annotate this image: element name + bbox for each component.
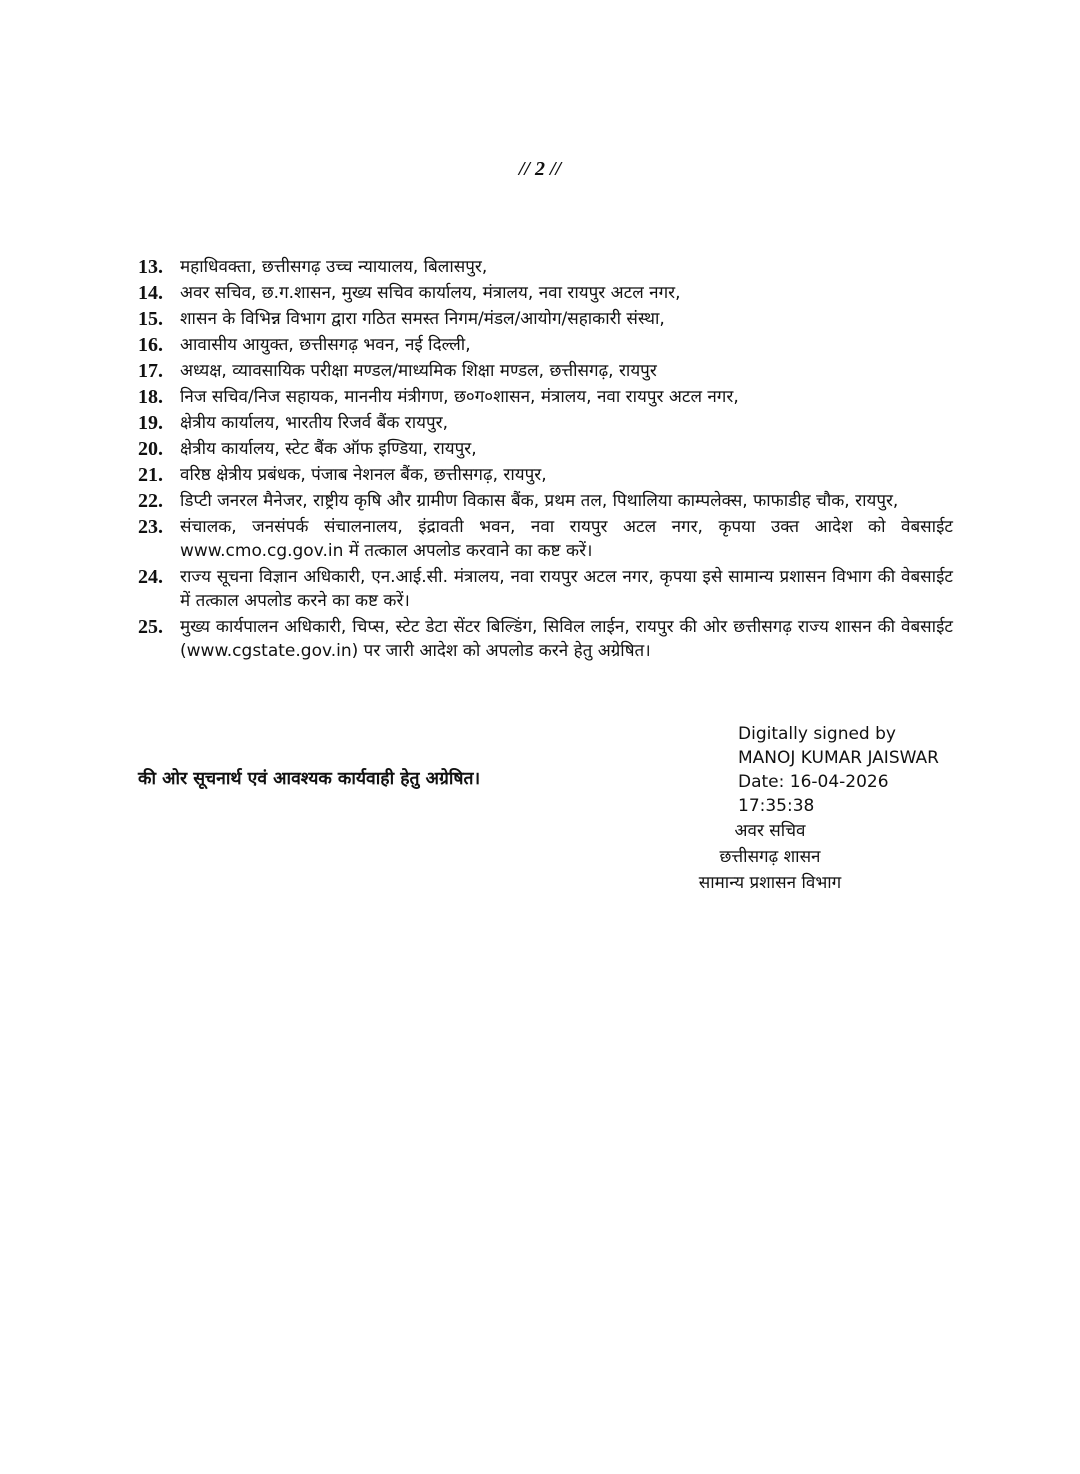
signature-time: 17:35:38 [738, 796, 815, 816]
list-item [138, 307, 953, 331]
forward-note: की ओर सूचनार्थ एवं आवश्यक कार्यवाही हेतु अग्रेषित। [138, 769, 481, 789]
item-text: अध्यक्ष, व्यावसायिक परीक्षा मण्डल/माध्यमिक शिक्षा मण्डल, छत्तीसगढ़, रायपुर [180, 361, 657, 381]
item-text: महाधिवक्ता, छत्तीसगढ़ उच्च न्यायालय, बिलासपुर, [180, 257, 488, 277]
page-number: // 2 // [518, 158, 562, 180]
list-item [138, 615, 953, 663]
list-item [138, 385, 953, 409]
item-number: 20. [138, 438, 163, 460]
item-text: राज्य सूचना विज्ञान अधिकारी, एन.आई.सी. मंत्रालय, नवा रायपुर अटल नगर, कृपया इसे सामान्य प्रशासन विभाग की वेबसाईट में तत्काल अपलोड करने का कष्ट करें। [180, 567, 953, 611]
item-number: 25. [138, 616, 163, 638]
item-number: 22. [138, 490, 163, 512]
signatory-government: छत्तीसगढ़ शासन [719, 847, 821, 867]
list-item [138, 333, 953, 357]
item-number: 21. [138, 464, 163, 486]
item-number: 18. [138, 386, 163, 408]
item-text: निज सचिव/निज सहायक, माननीय मंत्रीगण, छ०ग०शासन, मंत्रालय, नवा रायपुर अटल नगर, [180, 387, 739, 407]
list-item [138, 565, 953, 613]
item-text: आवासीय आयुक्त, छत्तीसगढ़ भवन, नई दिल्ली, [180, 335, 471, 355]
list-item [138, 437, 953, 461]
list-item [138, 411, 953, 435]
signature-date: Date: 16-04-2026 [738, 772, 889, 792]
signatory-block [640, 818, 900, 896]
item-text: क्षेत्रीय कार्यालय, भारतीय रिजर्व बैंक रायपुर, [180, 413, 449, 433]
item-text: वरिष्ठ क्षेत्रीय प्रबंधक, पंजाब नेशनल बैंक, छत्तीसगढ़, रायपुर, [180, 465, 547, 485]
list-item [138, 515, 953, 563]
item-number: 16. [138, 334, 163, 356]
list-item [138, 463, 953, 487]
signer-name: MANOJ KUMAR JAISWAR [738, 748, 939, 768]
item-number: 15. [138, 308, 163, 330]
signatory-designation: अवर सचिव [734, 821, 806, 841]
item-number: 23. [138, 516, 163, 538]
distribution-list [138, 255, 953, 665]
signature-line: Digitally signed by [738, 724, 896, 744]
item-text: डिप्टी जनरल मैनेजर, राष्ट्रीय कृषि और ग्रामीण विकास बैंक, प्रथम तल, पिथालिया काम्पलेक्स, फाफाडीह चौक, रायपुर, [180, 491, 899, 511]
item-number: 14. [138, 282, 163, 304]
item-number: 17. [138, 360, 163, 382]
item-number: 19. [138, 412, 163, 434]
list-item [138, 255, 953, 279]
item-text: अवर सचिव, छ.ग.शासन, मुख्य सचिव कार्यालय, मंत्रालय, नवा रायपुर अटल नगर, [180, 283, 681, 303]
list-item [138, 359, 953, 383]
signatory-department: सामान्य प्रशासन विभाग [698, 873, 842, 893]
item-text: मुख्य कार्यपालन अधिकारी, चिप्स, स्टेट डेटा सेंटर बिल्डिंग, सिविल लाईन, रायपुर की ओर छत्तीसगढ़ राज्य शासन की वेबसाईट (www.cgstate.gov.in) पर जारी आदेश को अपलोड करने हेतु अग्रेषित। [180, 617, 953, 661]
list-item [138, 281, 953, 305]
digital-signature-stamp [738, 722, 978, 818]
item-text: संचालक, जनसंपर्क संचालनालय, इंद्रावती भवन, नवा रायपुर अटल नगर, कृपया उक्त आदेश को वेबसाईट www.cmo.cg.gov.in में तत्काल अपलोड करवाने का कष्ट करें। [180, 517, 953, 561]
item-number: 24. [138, 566, 163, 588]
item-text: क्षेत्रीय कार्यालय, स्टेट बैंक ऑफ इण्डिया, रायपुर, [180, 439, 477, 459]
item-number: 13. [138, 256, 163, 278]
item-text: शासन के विभिन्न विभाग द्वारा गठित समस्त निगम/मंडल/आयोग/सहाकारी संस्था, [180, 309, 665, 329]
list-item [138, 489, 953, 513]
